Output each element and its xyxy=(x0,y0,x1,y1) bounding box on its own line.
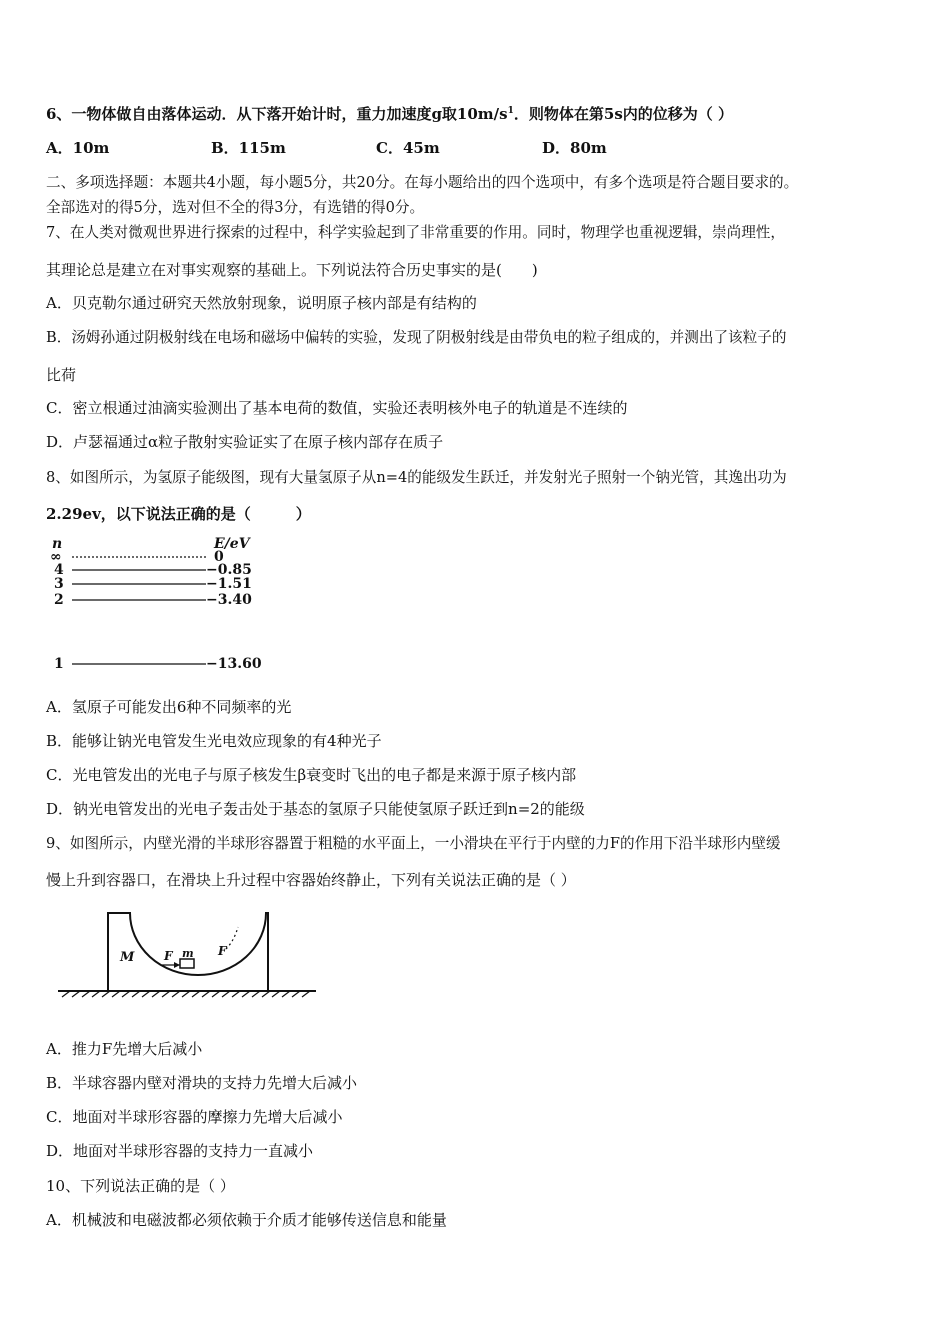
n-header: n xyxy=(52,536,63,552)
q6-option-c: C．45m xyxy=(376,139,440,157)
label-F2: F xyxy=(218,944,227,958)
level-n-1: 1 xyxy=(54,656,64,672)
label-F1: F xyxy=(164,949,173,963)
energy-header: E/eV xyxy=(214,536,250,552)
level-n-3: 3 xyxy=(54,576,64,592)
motion-path xyxy=(226,927,238,949)
q7-option-d: D．卢瑟福通过α粒子散射实验证实了在原子核内部存在质子 xyxy=(46,433,444,451)
level-e-2: −3.40 xyxy=(206,592,252,608)
q9-stem-2: 慢上升到容器口，在滑块上升过程中容器始终静止，下列有关说法正确的是（ ） xyxy=(46,871,576,889)
q6-stem: 6、一物体做自由落体运动．从下落开始计时，重力加速度g取$10m/s^1$．则物体在第5s内的位移为（ ） xyxy=(46,105,733,123)
q6-option-b: B．115m xyxy=(211,139,286,157)
q8-option-b: B．能够让钠光电管发生光电效应现象的有4种光子 xyxy=(46,732,382,750)
level-e-3: −1.51 xyxy=(206,576,252,592)
q8-option-d: D．钠光电管发出的光电子轰击处于基态的氢原子只能使氢原子跃迁到n=2的能级 xyxy=(46,800,585,818)
q9-option-b: B．半球容器内壁对滑块的支持力先增大后减小 xyxy=(46,1074,358,1092)
section2-line1: 二、多项选择题：本题共4小题，每小题5分，共20分。在每小题给出的四个选项中，有多个选项是符合题目要求的。 xyxy=(46,174,799,191)
q9-stem-1: 9、如图所示，内壁光滑的半球形容器置于粗糙的水平面上，一小滑块在平行于内壁的力F的作用下沿半球形内壁缓 xyxy=(46,835,781,852)
level-e-1: −13.60 xyxy=(206,656,262,672)
q6-option-d: D．80m xyxy=(542,139,607,157)
level-n-4: 4 xyxy=(54,562,64,578)
section2-line2: 全部选对的得5分，选对但不全的得3分，有选错的得0分。 xyxy=(46,199,425,216)
q9-option-c: C．地面对半球形容器的摩擦力先增大后减小 xyxy=(46,1108,343,1126)
level-n-2: 2 xyxy=(54,592,64,608)
q10-option-a: A．机械波和电磁波都必须依赖于介质才能够传送信息和能量 xyxy=(46,1211,447,1229)
q7-option-b-line1: B．汤姆孙通过阴极射线在电场和磁场中偏转的实验，发现了阴极射线是由带负电的粒子组成的，并测出了该粒子的 xyxy=(46,329,787,346)
q9-option-a: A．推力F先增大后减小 xyxy=(46,1040,203,1058)
level-n-inf: ∞ xyxy=(50,549,62,565)
q8-option-c: C．光电管发出的光电子与原子核发生β衰变时飞出的电子都是来源于原子核内部 xyxy=(46,766,577,784)
q9-option-d: D．地面对半球形容器的支持力一直减小 xyxy=(46,1142,314,1160)
force-arrowhead xyxy=(174,962,180,968)
q7-option-a: A．贝克勒尔通过研究天然放射现象，说明原子核内部是有结构的 xyxy=(46,294,477,312)
q7-option-b-line2: 比荷 xyxy=(46,366,77,384)
q8-stem-1: 8、如图所示，为氢原子能级图，现有大量氢原子从n=4的能级发生跃迁，并发射光子照射一个钠光管，其逸出功为 xyxy=(46,469,787,486)
q7-stem-1: 7、在人类对微观世界进行探索的过程中，科学实验起到了非常重要的作用。同时，物理学也重视逻辑，崇尚理性， xyxy=(46,224,785,241)
level-e-4: −0.85 xyxy=(206,562,252,578)
q6-option-a: A．10m xyxy=(46,139,110,157)
slider-block xyxy=(180,959,194,968)
q10-stem: 10、下列说法正确的是（ ） xyxy=(46,1177,235,1195)
energy-level-diagram xyxy=(46,532,286,677)
q7-stem-2: 其理论总是建立在对事实观察的基础上。下列说法符合历史事实的是( ) xyxy=(46,261,538,279)
q8-option-a: A．氢原子可能发出6种不同频率的光 xyxy=(46,698,292,716)
hemisphere-container-diagram xyxy=(58,905,320,1005)
q8-stem-2: 2.29ev，以下说法正确的是（ ） xyxy=(46,505,311,523)
q7-option-c: C．密立根通过油滴实验测出了基本电荷的数值，实验还表明核外电子的轨道是不连续的 xyxy=(46,399,628,417)
level-e-inf: 0 xyxy=(214,549,224,565)
label-M: M xyxy=(120,950,135,965)
label-m: m xyxy=(182,947,194,960)
